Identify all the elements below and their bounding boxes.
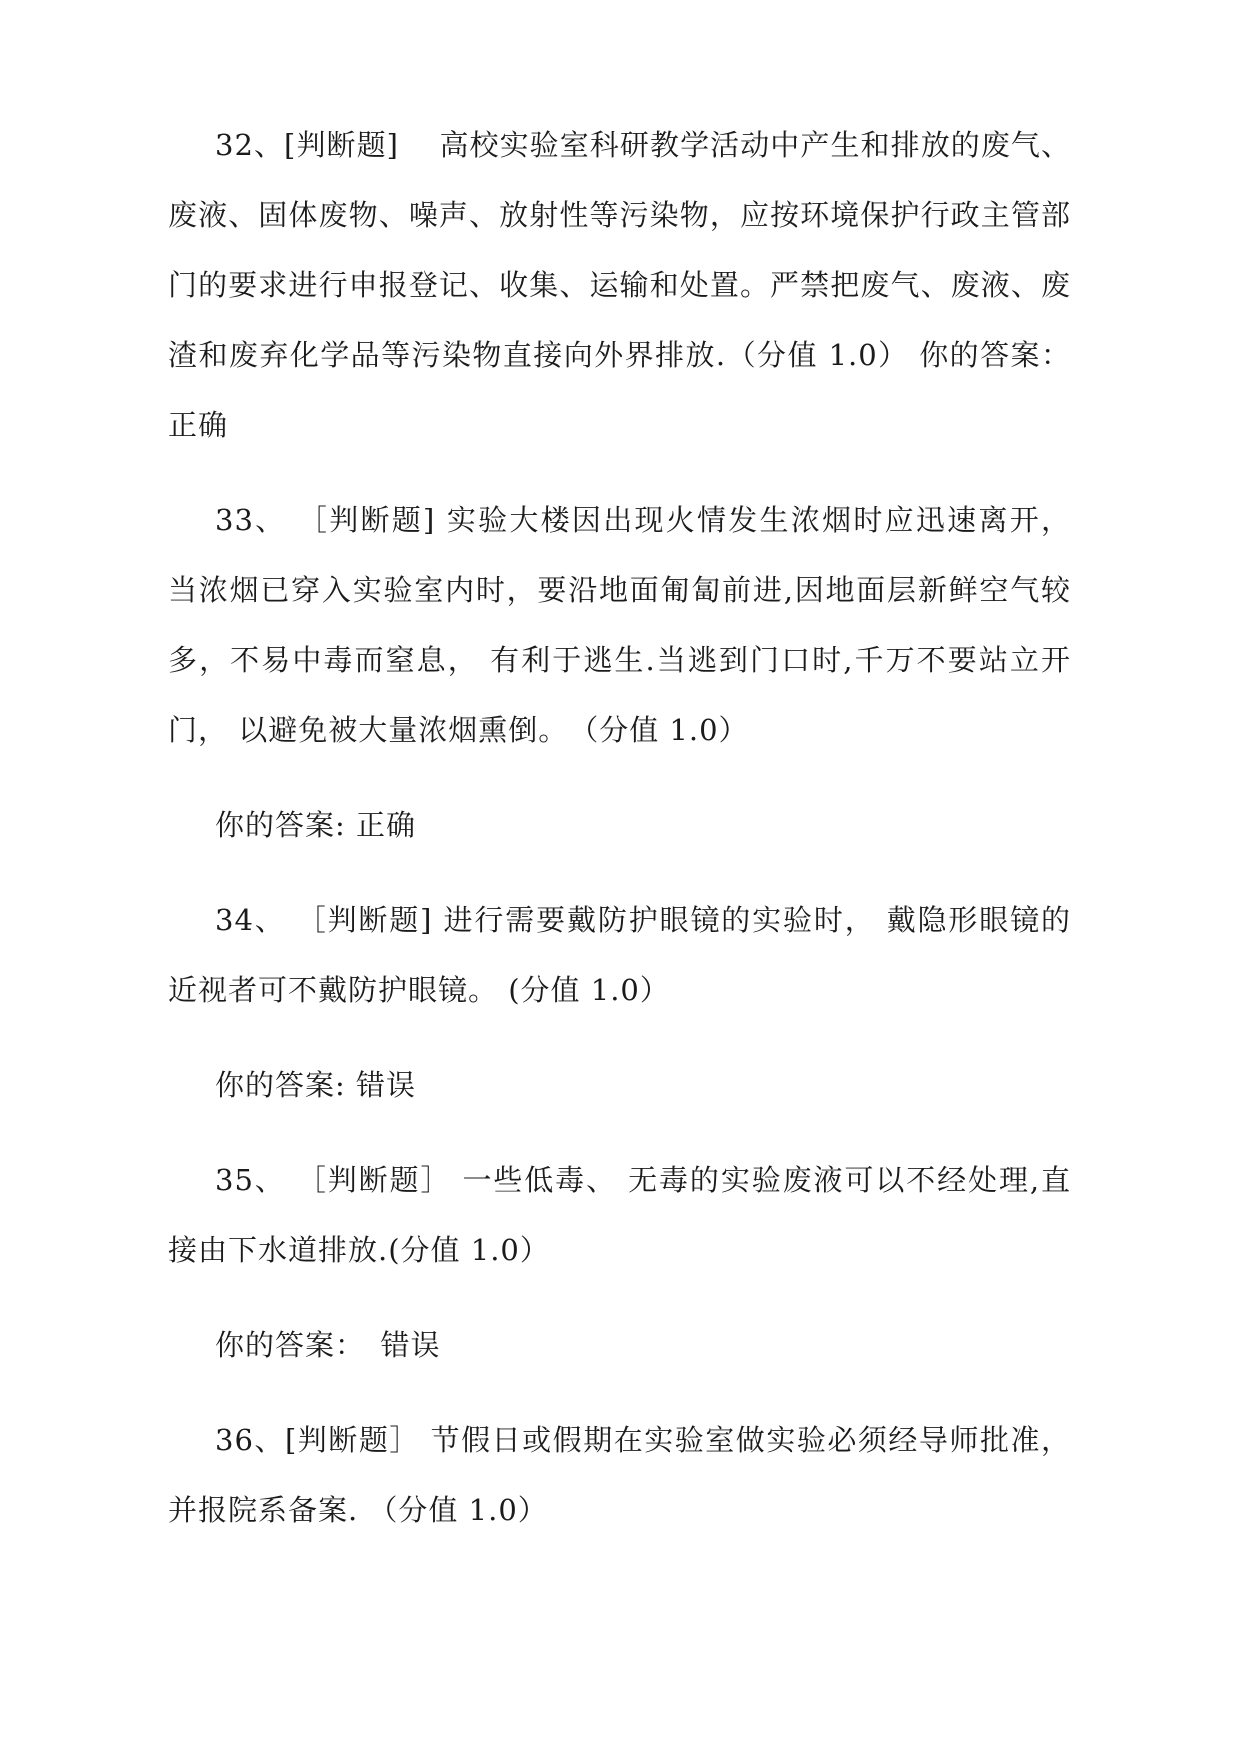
question-list [168,110,1071,1545]
question-paragraph-q32: 32、[判断题] 高校实验室科研教学活动中产生和排放的废气、废液、固体废物、噪声、放射性等污染物，应按环境保护行政主管部门的要求进行申报登记、收集、运输和处置。严禁把废气、废液、废渣和废弃化学品等污染物直接向外界排放.（分值 1.0） 你的答案： 正确 [168,128,1071,442]
question-paragraph-q33: 33、 ［判断题] 实验大楼因出现火情发生浓烟时应迅速离开， 当浓烟已穿入实验室内时，要沿地面匍匐前进,因地面层新鲜空气较多，不易中毒而窒息， 有利于逃生.当逃到门口时,千万不要站立开门， 以避免被大量浓烟熏倒。 （分值 1.0） [168,503,1071,747]
question-paragraph-q34: 34、 ［判断题] 进行需要戴防护眼镜的实验时， 戴隐形眼镜的近视者可不戴防护眼镜。 (分值 1.0） [168,903,1071,1007]
answer-paragraph-q35: 你的答案： 错误 [215,1328,441,1362]
question-paragraph-q36: 36、[判断题］ 节假日或假期在实验室做实验必须经导师批准，并报院系备案. （分值 1.0） [168,1423,1071,1527]
answer-paragraph-q33: 你的答案: 正确 [215,808,416,842]
question-paragraph-q35: 35、 ［判断题］ 一些低毒、 无毒的实验废液可以不经处理,直接由下水道排放.(分值 1.0） [168,1163,1071,1267]
answer-paragraph-q34: 你的答案: 错误 [215,1068,416,1102]
